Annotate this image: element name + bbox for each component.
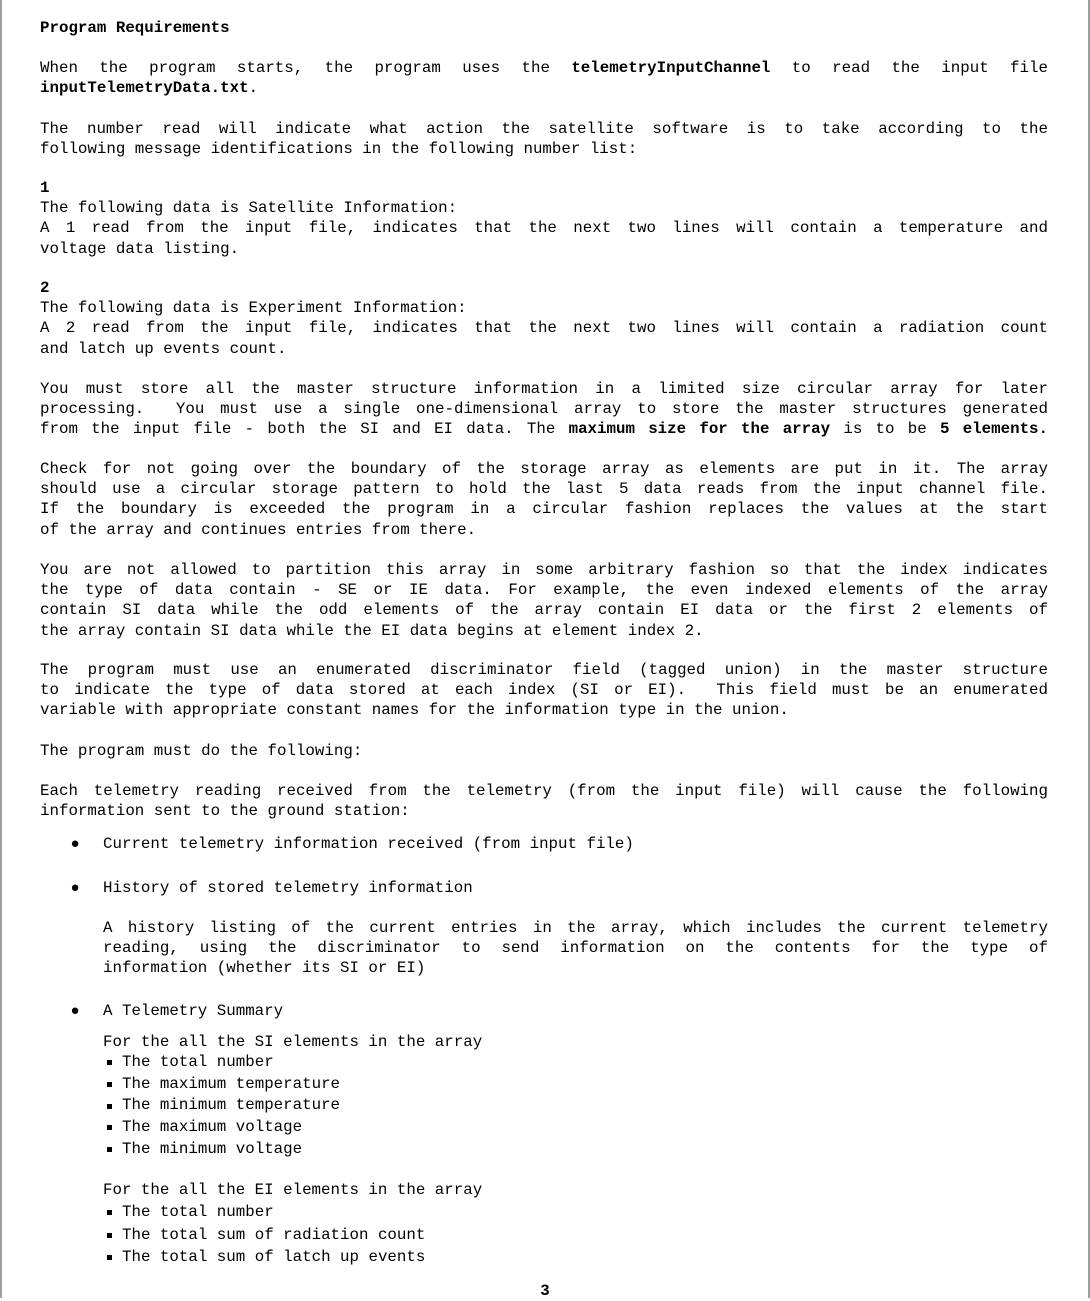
square-bullet-icon [107,1233,112,1238]
page-left-border [0,0,2,1298]
list-item [103,1224,425,1247]
partition-paragraph [40,560,1048,641]
input-file-name: inputTelemetryData.txt [40,79,249,98]
bullet-telemetry-summary [103,1001,1048,1021]
paragraph-text: is to be [843,420,927,439]
paragraph-line: the array contain SI data while the EI data begins at element index 2. [40,621,704,640]
bullet-current-telemetry [103,834,1048,854]
paragraph-line: processing. You must use a single one-dimensional array to store the master structures generated [40,400,1048,419]
list-item-text: The total sum of radiation count [122,1225,426,1244]
paragraph-line: the type of data contain - SE or IE data. For example, the even indexed elements of the array [40,581,1048,600]
paragraph-line: should use a circular storage pattern to hold the last 5 data reads from the input channel file. [40,480,1048,499]
intro-line-1 [40,58,1048,78]
list-item-text: The total number [122,1053,274,1071]
message-description: A 2 read from the input file, indicates that the next two lines will contain a radiation count [40,319,1048,338]
must-do-line [40,741,1048,761]
intro-text: When the program starts, the program uses the [40,59,550,77]
paragraph-line: You must store all the master structure information in a limited size circular array for later [40,380,1048,398]
list-item [103,1074,340,1096]
square-bullet-icon [107,1125,112,1130]
si-summary-list [103,1052,340,1160]
paragraph-line: You are not allowed to partition this array in some arbitrary fashion so that the index indicates [40,561,1048,579]
list-item [103,1246,425,1269]
message-number: 1 [40,179,50,197]
each-reading-paragraph [40,781,1048,821]
bullet-dot: ● [70,1003,80,1020]
square-bullet-icon [107,1082,112,1087]
paragraph-line: information (whether its SI or EI) [103,959,426,978]
paragraph-line: The number read will indicate what action the satellite software is to take according to the [40,120,1048,138]
intro-text: to read the input file [791,59,1048,77]
list-item-text: The maximum voltage [122,1118,303,1137]
message-item-2 [40,278,1048,359]
message-description: A 1 read from the input file, indicates that the next two lines will contain a temperature and [40,219,1048,238]
page-number: 3 [540,1282,550,1300]
heading-text: Program Requirements [40,19,230,37]
message-number: 2 [40,279,50,297]
paragraph-line: A history listing of the current entries in the array, which includes the current telemetry [103,919,1048,937]
message-title: The following data is Satellite Information: [40,199,458,218]
period: . [248,79,259,98]
boundary-paragraph [40,459,1048,540]
message-title: The following data is Experiment Information: [40,299,467,318]
list-item [103,1117,340,1139]
element-count: 5 elements [939,420,1039,439]
square-bullet-icon [107,1210,112,1215]
summary-heading: For the all the SI elements in the array [103,1033,483,1051]
si-summary-heading [103,1032,1048,1052]
list-item [103,1201,425,1224]
square-bullet-icon [107,1255,112,1260]
list-item-text: The total number [122,1203,274,1221]
max-size-emphasis: maximum size for the array [568,420,831,439]
summary-heading: For the all the EI elements in the array [103,1181,483,1199]
square-bullet-icon [107,1104,112,1109]
section-heading [40,18,1048,38]
paragraph-line: to indicate the type of data stored at each index (SI or EI). This field must be an enumerated [40,681,1048,700]
square-bullet-icon [107,1147,112,1152]
bullet-dot: ● [70,880,80,897]
paragraph-line [40,419,1048,439]
number-read-paragraph [40,119,1048,159]
discriminator-paragraph [40,660,1048,721]
list-item [103,1095,340,1117]
element-count-emphasis [940,420,1048,438]
period: . [1038,420,1049,439]
message-item-1 [40,178,1048,259]
intro-paragraph [40,58,1048,98]
paragraph-line: following message identifications in the following number list: [40,140,638,159]
list-item-text: The minimum temperature [122,1096,341,1115]
channel-name: telemetryInputChannel [571,59,771,77]
paragraph-line: reading, using the discriminator to send information on the contents for the type of [103,939,1048,958]
paragraph-line: Each telemetry reading received from the telemetry (from the input file) will cause the following [40,782,1048,800]
paragraph-line: The program must use an enumerated discriminator field (tagged union) in the master structure [40,661,1048,679]
paragraph-line: The program must do the following: [40,742,363,760]
bullet-text: Current telemetry information received (from input file) [103,835,634,853]
message-description: voltage data listing. [40,239,240,258]
bullet-text: History of stored telemetry information [103,879,473,897]
paragraph-line: information sent to the ground station: [40,802,410,821]
paragraph-line: Check for not going over the boundary of the storage array as elements are put in it. The array [40,460,1048,478]
bullet-history [103,878,1048,898]
bullet-text: A Telemetry Summary [103,1002,284,1020]
history-description [103,918,1048,979]
paragraph-line: variable with appropriate constant names for the information type in the union. [40,701,789,720]
paragraph-line: contain SI data while the odd elements of the array contain EI data or the first 2 elements of [40,601,1048,620]
ei-summary-heading [103,1180,1048,1200]
master-store-paragraph [40,379,1048,440]
paragraph-line: If the boundary is exceeded the program in a circular fashion replaces the values at the start [40,500,1048,519]
bullet-dot: ● [70,836,80,853]
list-item-text: The total sum of latch up events [122,1248,426,1267]
ei-summary-list [103,1201,425,1269]
list-item-text: The maximum temperature [122,1074,341,1093]
square-bullet-icon [107,1060,112,1065]
list-item [103,1139,340,1161]
intro-line-2 [40,78,1048,98]
message-description: and latch up events count. [40,339,287,358]
list-item-text: The minimum voltage [122,1139,303,1158]
list-item [103,1052,340,1074]
paragraph-text: from the input file - both the SI and EI data. The [40,420,556,439]
paragraph-line: of the array and continues entries from there. [40,520,477,539]
